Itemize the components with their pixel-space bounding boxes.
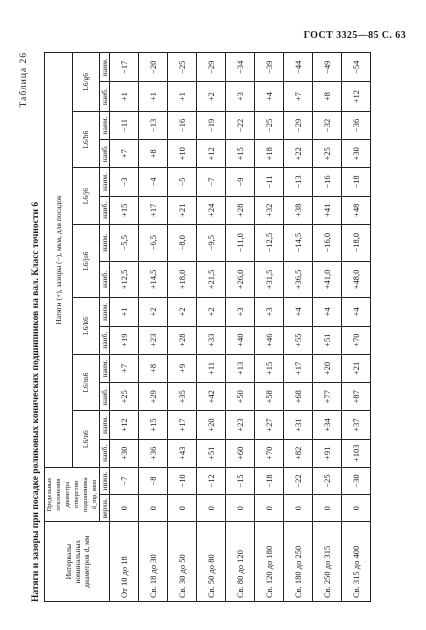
header-naim: наим. (100, 354, 110, 382)
table-cell: +10 (168, 140, 197, 168)
table-cell: +48,0 (342, 261, 371, 298)
table-row (342, 53, 371, 602)
table-cell: +4 (342, 298, 371, 326)
row-label: Св. 180 до 250 (284, 522, 313, 602)
table-cell: +31,5 (255, 261, 284, 298)
table-cell: +22 (284, 140, 313, 168)
rotated-table-block (18, 52, 413, 602)
header-naib: наиб. (100, 82, 110, 111)
table-cell: +21 (168, 196, 197, 224)
header-naim: наим. (100, 111, 110, 139)
header-fit-n6: L6/n6 (72, 411, 100, 468)
table-cell: +1 (168, 82, 197, 111)
header-fit-k6: L6/k6 (72, 298, 100, 355)
table-cell: 0 (313, 495, 342, 522)
header-naim: наим. (100, 411, 110, 439)
table-cell: 0 (342, 495, 371, 522)
table-cell: +12 (342, 82, 371, 111)
table-cell: +12,5 (110, 261, 139, 298)
table-cell: +21,5 (197, 261, 226, 298)
table-cell: +23 (139, 326, 168, 354)
table-cell: +4 (313, 298, 342, 326)
table-cell: 0 (110, 495, 139, 522)
table-cell: +51 (197, 439, 226, 467)
table-cell: +1 (110, 298, 139, 326)
table-body (110, 53, 371, 602)
table-cell: −16,0 (313, 224, 342, 261)
row-label: Св. 80 до 120 (226, 522, 255, 602)
table-cell: −49 (313, 53, 342, 82)
table-cell: +3 (255, 298, 284, 326)
table-cell: +2 (168, 298, 197, 326)
row-label: Св. 30 до 50 (168, 522, 197, 602)
header-naib: наиб. (100, 140, 110, 168)
table-cell: −16 (313, 168, 342, 196)
header-fits: Натяги (+), зазоры (−), мкм, для посадок (45, 53, 73, 468)
table-cell: +17 (284, 354, 313, 382)
table-cell: −13 (284, 168, 313, 196)
table-cell: −9 (226, 168, 255, 196)
table-cell: +4 (255, 82, 284, 111)
table-cell: −22 (284, 467, 313, 494)
header-naib: наиб. (100, 383, 110, 411)
table-cell: +12 (110, 411, 139, 439)
table-cell: +28 (168, 326, 197, 354)
table-cell: +35 (168, 383, 197, 411)
table-cell: −25 (255, 111, 284, 139)
header-naib: наиб. (100, 326, 110, 354)
table-cell: +70 (255, 439, 284, 467)
table-cell: +19 (110, 326, 139, 354)
table-cell: +25 (313, 140, 342, 168)
table-cell: +3 (226, 82, 255, 111)
table-cell: +31 (284, 411, 313, 439)
table-cell: −18 (255, 467, 284, 494)
table-cell: −20 (139, 53, 168, 82)
table-cell: +30 (110, 439, 139, 467)
table-cell: +46 (255, 326, 284, 354)
header-naib: наиб. (100, 196, 110, 224)
table-cell: −19 (197, 111, 226, 139)
table-cell: +51 (313, 326, 342, 354)
table-cell: +37 (342, 411, 371, 439)
table-cell: +13 (226, 354, 255, 382)
table-cell: 0 (255, 495, 284, 522)
header-naib: наиб. (100, 439, 110, 467)
row-label: Св. 250 до 315 (313, 522, 342, 602)
table-cell: +4 (284, 298, 313, 326)
table-cell: +7 (110, 140, 139, 168)
table-cell: +25 (110, 383, 139, 411)
table-cell: −36 (342, 111, 371, 139)
table-cell: −4 (139, 168, 168, 196)
header-verkh: верхн. (100, 495, 110, 522)
table-cell: +34 (313, 411, 342, 439)
table-cell: +27 (255, 411, 284, 439)
page-header: ГОСТ 3325—85 С. 63 (303, 30, 406, 41)
table-caption (18, 52, 42, 602)
table-cell: −5 (168, 168, 197, 196)
table-cell: −29 (197, 53, 226, 82)
table-cell: −10 (168, 467, 197, 494)
header-naim: наим. (100, 298, 110, 326)
table-cell: −11 (110, 111, 139, 139)
table-cell: +18,0 (168, 261, 197, 298)
table-cell: +32 (255, 196, 284, 224)
table-title: Натяги и зазоры при посадке роликовых конических подшипников на вал. Класс точности 6 (31, 201, 41, 602)
table-cell: +60 (226, 439, 255, 467)
table-cell: +15 (139, 411, 168, 439)
table-cell: +15 (110, 196, 139, 224)
table-row (284, 53, 313, 602)
table-cell: −22 (226, 111, 255, 139)
table-cell: 0 (197, 495, 226, 522)
table-cell: +40 (226, 326, 255, 354)
table-cell: −17 (110, 53, 139, 82)
header-naim: наим. (100, 168, 110, 196)
table-cell: −32 (313, 111, 342, 139)
table-cell: −16 (168, 111, 197, 139)
table-cell: −5,5 (110, 224, 139, 261)
table-cell: +58 (255, 383, 284, 411)
header-fit-h6: L6/h6 (72, 111, 100, 168)
table-cell: +77 (313, 383, 342, 411)
row-label: Св. 315 до 400 (342, 522, 371, 602)
header-fit-js6: L6/js6 (72, 224, 100, 297)
table-cell: +9 (168, 354, 197, 382)
table-cell: −7 (197, 168, 226, 196)
table-cell: +33 (197, 326, 226, 354)
table-cell: −25 (168, 53, 197, 82)
header-fit-j6: L6/j6 (72, 168, 100, 225)
table-cell: +55 (284, 326, 313, 354)
table-cell: +8 (313, 82, 342, 111)
table-cell: −11 (255, 168, 284, 196)
table-cell: −25 (313, 467, 342, 494)
table-cell: 0 (226, 495, 255, 522)
table-cell: +87 (342, 383, 371, 411)
table-cell: +18 (255, 140, 284, 168)
table-row (139, 53, 168, 602)
table-cell: −15 (226, 467, 255, 494)
table-cell: 0 (168, 495, 197, 522)
header-nizhn: нижн. (100, 467, 110, 494)
table-cell: −12 (197, 467, 226, 494)
table-cell: +23 (226, 411, 255, 439)
table-cell: +20 (313, 354, 342, 382)
table-cell: −8,0 (168, 224, 197, 261)
row-label: От 10 до 18 (110, 522, 139, 602)
table-cell: +43 (168, 439, 197, 467)
row-label: Св. 50 до 80 (197, 522, 226, 602)
table-cell: +15 (255, 354, 284, 382)
header-naib: наиб. (100, 261, 110, 298)
table-cell: +1 (139, 82, 168, 111)
table-cell: +50 (226, 383, 255, 411)
table-cell: 0 (284, 495, 313, 522)
row-label: Св. 18 до 30 (139, 522, 168, 602)
header-naim: наим. (100, 53, 110, 82)
table-cell: −30 (342, 467, 371, 494)
table-cell: +24 (197, 196, 226, 224)
table-cell: +103 (342, 439, 371, 467)
table-cell: −39 (255, 53, 284, 82)
table-cell: +38 (284, 196, 313, 224)
table-cell: +42 (197, 383, 226, 411)
table-cell: +17 (168, 411, 197, 439)
row-label: Св. 120 до 180 (255, 522, 284, 602)
table-cell: +8 (139, 354, 168, 382)
table-cell: −14,5 (284, 224, 313, 261)
table-cell: +1 (110, 82, 139, 111)
table-cell: +29 (139, 383, 168, 411)
table-cell: +2 (197, 298, 226, 326)
table-cell: +3 (226, 298, 255, 326)
table-cell: −29 (284, 111, 313, 139)
header-fit-m6: L6/m6 (72, 354, 100, 411)
table-row (313, 53, 342, 602)
header-naim: наим. (100, 224, 110, 261)
table-row (168, 53, 197, 602)
table-cell: −44 (284, 53, 313, 82)
table-cell: +41 (313, 196, 342, 224)
table-cell: +7 (284, 82, 313, 111)
table-cell: −13 (139, 111, 168, 139)
table-cell: +14,5 (139, 261, 168, 298)
table-cell: +8 (139, 140, 168, 168)
table-cell: +12 (197, 140, 226, 168)
table-cell: +15 (226, 140, 255, 168)
table-cell: +82 (284, 439, 313, 467)
table-cell: +2 (197, 82, 226, 111)
table-cell: +36,5 (284, 261, 313, 298)
header-fit-g6: L6/g6 (72, 53, 100, 112)
table-cell: −7 (110, 467, 139, 494)
table-cell: +30 (342, 140, 371, 168)
table-row (226, 53, 255, 602)
table-cell: +11 (197, 354, 226, 382)
table-cell: +17 (139, 196, 168, 224)
table-cell: −12,5 (255, 224, 284, 261)
table-cell: +2 (139, 298, 168, 326)
table-cell: +70 (342, 326, 371, 354)
table-cell: +68 (284, 383, 313, 411)
table-cell: −18,0 (342, 224, 371, 261)
table-row (110, 53, 139, 602)
table-cell: 0 (139, 495, 168, 522)
table-cell: +7 (110, 354, 139, 382)
header-tolerance: Предельные отклонения диаметра отверстия подшипника d_mp, мкм (45, 467, 100, 521)
table-cell: −8 (139, 467, 168, 494)
header-intervals: Интервалы номинальных диаметров d, мм (45, 522, 110, 602)
table-cell: −3 (110, 168, 139, 196)
table-cell: −6,5 (139, 224, 168, 261)
table-cell: +36 (139, 439, 168, 467)
table-cell: −11,0 (226, 224, 255, 261)
table-cell: +91 (313, 439, 342, 467)
table-number: Таблица 26 (19, 52, 29, 108)
table-cell: +26,0 (226, 261, 255, 298)
table-cell: +20 (197, 411, 226, 439)
table-cell: +28 (226, 196, 255, 224)
table-row (197, 53, 226, 602)
table-row (255, 53, 284, 602)
table-cell: +48 (342, 196, 371, 224)
table-cell: +21 (342, 354, 371, 382)
table-cell: −18 (342, 168, 371, 196)
table-cell: −34 (226, 53, 255, 82)
fits-table (44, 52, 371, 602)
table-cell: −54 (342, 53, 371, 82)
table-cell: +41,0 (313, 261, 342, 298)
table-cell: −9,5 (197, 224, 226, 261)
